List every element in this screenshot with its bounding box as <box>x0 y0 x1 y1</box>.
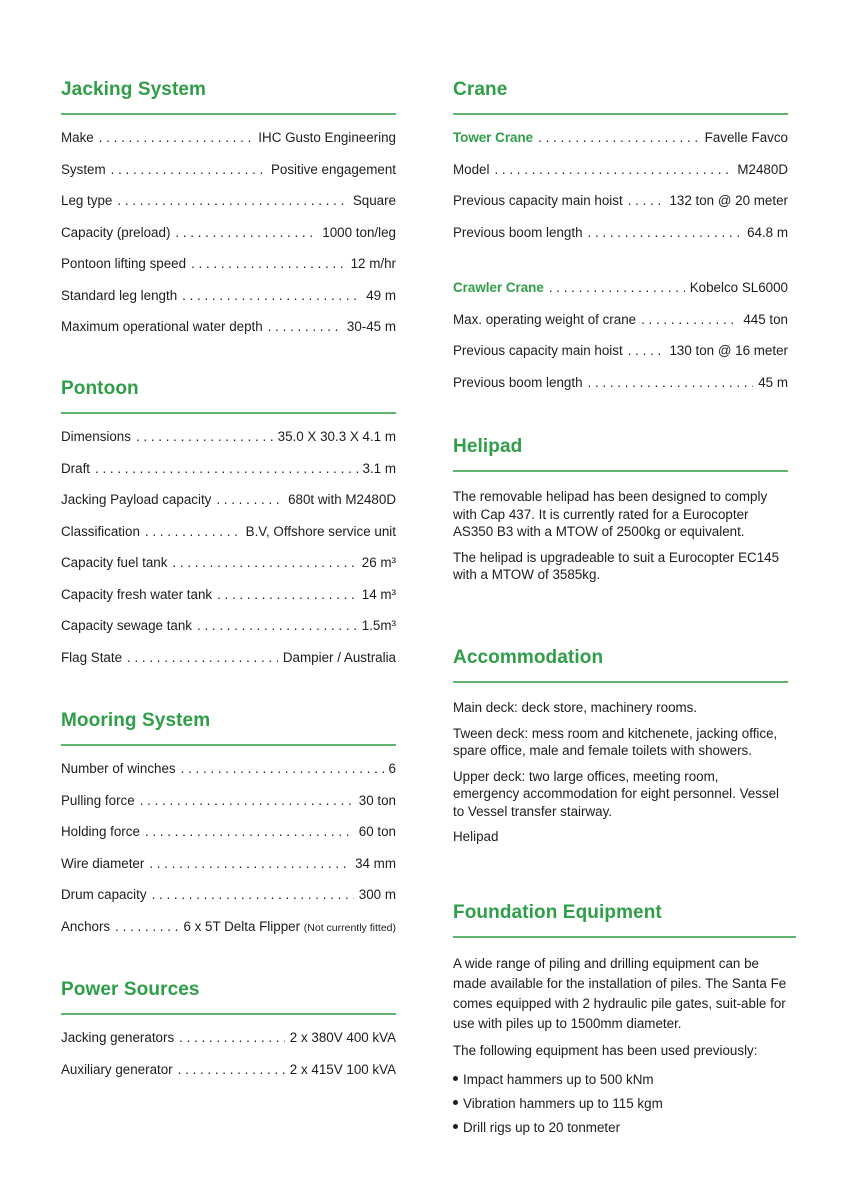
spec-label: Previous boom length <box>453 224 583 240</box>
spec-value: 34 mm <box>355 855 396 871</box>
spec-row <box>61 918 396 950</box>
dot-leader <box>216 491 283 509</box>
dot-leader <box>641 311 738 329</box>
spec-row <box>61 428 396 460</box>
spec-value: 445 ton <box>743 311 788 327</box>
section-divider <box>61 113 396 115</box>
spec-label: Standard leg length <box>61 287 178 303</box>
spec-row <box>453 311 788 343</box>
section-title: Accommodation <box>453 647 604 668</box>
section-divider <box>61 1013 396 1015</box>
dot-leader <box>628 342 665 360</box>
spec-label: Holding force <box>61 824 140 839</box>
paragraph: The following equipment has been used previously: <box>453 1043 758 1058</box>
list-item-text: Vibration hammers up to 115 kgm <box>463 1095 663 1111</box>
spec-value: 130 ton @ 16 meter <box>669 343 788 358</box>
spec-value: 30-45 m <box>346 319 396 334</box>
paragraph: The helipad is upgradeable to suit a Eurocopter EC145 with a MTOW of 3585kg. <box>453 549 780 582</box>
dot-leader <box>628 192 665 210</box>
spec-row <box>61 523 396 555</box>
spec-row <box>61 1029 396 1061</box>
paragraph: A wide range of piling and drilling equipment can be made available for the installation of piles. The Santa Fe comes equipped with 2 hydraulic pile gates, suit-able for use with piles up to 1500mm diameter. <box>453 956 787 1031</box>
spec-label-highlight: Tower Crane <box>453 130 534 145</box>
spec-row <box>61 760 396 792</box>
section-divider <box>61 744 396 746</box>
section-pontoon <box>61 377 396 680</box>
spec-label: System <box>61 161 106 177</box>
spec-row <box>453 374 788 406</box>
spec-label: Draft <box>61 460 91 476</box>
section-divider <box>453 113 788 115</box>
spec-label: Pulling force <box>61 792 135 808</box>
dot-leader <box>95 460 357 478</box>
spec-label: Drum capacity <box>61 887 147 902</box>
section-title: Power Sources <box>61 979 200 1000</box>
helipad-description <box>453 488 788 584</box>
spec-value: 30 ton <box>358 792 396 808</box>
spec-label: Dimensions <box>61 429 131 444</box>
dot-leader <box>136 428 273 446</box>
spec-label: Number of winches <box>61 761 176 776</box>
spec-value: M2480D <box>737 161 788 177</box>
dot-leader <box>197 617 357 635</box>
spec-label: Model <box>453 161 490 177</box>
spec-label: Capacity fresh water tank <box>61 586 213 602</box>
section-divider <box>453 681 788 683</box>
dot-leader <box>268 318 342 336</box>
paragraph: Tween deck: mess room and kitchenete, jacking office, spare office, male and female toilets with showers. <box>453 725 778 758</box>
dot-leader <box>145 823 354 841</box>
bullet-icon <box>453 1124 458 1129</box>
spec-value: Square <box>352 193 396 208</box>
dot-leader <box>588 224 743 242</box>
spec-row <box>61 649 396 681</box>
spec-value-note: (Not currently fitted) <box>303 921 396 934</box>
spec-value: Kobelco SL6000 <box>689 280 788 295</box>
section-title: Helipad <box>453 436 523 457</box>
spec-row <box>61 554 396 586</box>
spec-label-highlight: Crawler Crane <box>453 280 544 295</box>
spec-label: Flag State <box>61 649 123 665</box>
spec-row <box>453 161 788 193</box>
spec-value: Favelle Favco <box>704 130 788 145</box>
spec-label: Capacity fuel tank <box>61 555 168 570</box>
spec-row <box>453 279 788 311</box>
paragraph: The removable helipad has been designed to comply with Cap 437. It is currently rated for a Eurocopter AS350 B3 with a MTOW of 2500kg or equivalent. <box>453 489 768 539</box>
spec-value: IHC Gusto Engineering <box>258 130 396 145</box>
dot-leader <box>175 224 317 242</box>
spec-value: 300 m <box>358 887 396 902</box>
section-title: Crane <box>453 79 508 100</box>
section-title: Foundation Equipment <box>453 902 662 923</box>
list-item <box>453 1116 793 1140</box>
paragraph: Helipad <box>453 829 499 844</box>
section-divider <box>453 470 788 472</box>
accommodation-description <box>453 699 788 846</box>
spec-label: Max. operating weight of crane <box>453 311 637 327</box>
spec-label: Make <box>61 130 94 145</box>
section-accommodation <box>453 646 788 854</box>
section-jacking-system <box>61 78 396 350</box>
tower-crane-spec-list <box>453 129 788 255</box>
spec-value-main: 6 x 5T Delta Flipper <box>183 918 301 934</box>
spec-row <box>61 287 396 319</box>
spec-list <box>61 129 396 350</box>
spec-label: Previous boom length <box>453 374 583 390</box>
list-item <box>453 1092 793 1116</box>
spec-label: Capacity sewage tank <box>61 618 193 633</box>
dot-leader <box>145 523 241 541</box>
section-crane <box>453 78 788 405</box>
spec-label: Previous capacity main hoist <box>453 343 623 358</box>
dot-leader <box>588 374 754 392</box>
dot-leader <box>191 255 346 273</box>
dot-leader <box>99 129 254 147</box>
dot-leader <box>149 855 350 873</box>
section-divider <box>61 412 396 414</box>
spec-row <box>61 855 396 887</box>
dot-leader <box>182 287 361 305</box>
foundation-description <box>453 954 793 1140</box>
spacer <box>453 255 788 279</box>
spec-row <box>61 161 396 193</box>
dot-leader <box>111 161 266 179</box>
spec-value: 680t with M2480D <box>288 492 396 507</box>
spec-value: 14 m³ <box>361 586 396 602</box>
spec-row <box>61 460 396 492</box>
spec-value <box>183 918 396 937</box>
dot-leader <box>549 279 685 297</box>
spec-value: Positive engagement <box>270 161 396 177</box>
spec-label: Maximum operational water depth <box>61 319 263 334</box>
spec-label: Classification <box>61 523 140 539</box>
spec-row <box>61 586 396 618</box>
dot-leader <box>217 586 357 604</box>
spec-value: Dampier / Australia <box>282 649 396 665</box>
bullet-icon <box>453 1100 458 1105</box>
spec-row <box>453 129 788 161</box>
dot-leader <box>538 129 700 147</box>
spec-row <box>61 491 396 523</box>
dot-leader <box>152 886 354 904</box>
dot-leader <box>179 1029 285 1047</box>
spec-row <box>61 224 396 256</box>
spec-value: 2 x 380V 400 kVA <box>289 1030 396 1045</box>
spec-value: 2 x 415V 100 kVA <box>289 1061 396 1077</box>
spec-value: 60 ton <box>358 824 396 839</box>
dot-leader <box>178 1061 285 1079</box>
spec-label: Capacity (preload) <box>61 224 171 240</box>
spec-value: 64.8 m <box>747 224 788 240</box>
list-item <box>453 1068 793 1092</box>
spec-value: 49 m <box>366 287 396 303</box>
dot-leader <box>115 918 178 936</box>
spec-value: B.V, Offshore service unit <box>245 523 396 539</box>
spec-value: 6 <box>388 761 396 776</box>
section-helipad <box>453 435 788 592</box>
spec-list <box>61 1029 396 1092</box>
section-power-sources <box>61 978 396 1092</box>
spec-value: 45 m <box>758 374 788 390</box>
spec-label: Previous capacity main hoist <box>453 193 623 208</box>
section-title: Mooring System <box>61 710 211 731</box>
spec-row <box>61 255 396 287</box>
paragraph: Main deck: deck store, machinery rooms. <box>453 700 698 715</box>
section-foundation-equipment <box>453 901 788 1140</box>
list-item-text: Impact hammers up to 500 kNm <box>463 1071 654 1087</box>
spec-row <box>61 1061 396 1093</box>
spec-row <box>61 823 396 855</box>
spec-row <box>61 192 396 224</box>
spec-value: 35.0 X 30.3 X 4.1 m <box>277 429 396 444</box>
spec-row <box>61 318 396 350</box>
section-mooring-system <box>61 709 396 949</box>
section-title: Jacking System <box>61 79 207 100</box>
spec-row <box>61 886 396 918</box>
spec-label: Anchors <box>61 918 111 934</box>
spec-value: 12 m/hr <box>350 256 396 271</box>
section-title: Pontoon <box>61 378 139 399</box>
spec-list <box>61 428 396 680</box>
dot-leader <box>181 760 384 778</box>
spec-row <box>61 129 396 161</box>
dot-leader <box>172 554 356 572</box>
list-item-text: Drill rigs up to 20 tonmeter <box>463 1119 621 1135</box>
spec-label: Jacking Payload capacity <box>61 492 212 507</box>
spec-row <box>61 792 396 824</box>
spec-list <box>61 760 396 949</box>
dot-leader <box>117 192 347 210</box>
section-divider <box>453 936 796 938</box>
spec-value: 132 ton @ 20 meter <box>669 193 788 208</box>
spec-value: 1000 ton/leg <box>322 224 396 240</box>
dot-leader <box>140 792 354 810</box>
dot-leader <box>494 161 732 179</box>
spec-row <box>453 342 788 374</box>
spec-label: Jacking generators <box>61 1030 175 1045</box>
spec-value: 26 m³ <box>361 555 396 570</box>
dot-leader <box>127 649 278 667</box>
paragraph: Upper deck: two large offices, meeting room, emergency accommodation for eight personnel. Vessel to Vessel transfer stairway. <box>453 768 780 819</box>
spec-label: Wire diameter <box>61 855 145 871</box>
spec-label: Pontoon lifting speed <box>61 256 187 271</box>
crawler-crane-spec-list <box>453 279 788 405</box>
spec-value: 3.1 m <box>362 460 396 476</box>
spec-value: 1.5m³ <box>361 618 396 633</box>
bullet-icon <box>453 1076 458 1081</box>
spec-label: Auxiliary generator <box>61 1061 173 1077</box>
spec-label: Leg type <box>61 193 113 208</box>
equipment-list <box>453 1068 793 1140</box>
spec-row <box>453 192 788 224</box>
spec-row <box>61 617 396 649</box>
spec-row <box>453 224 788 256</box>
